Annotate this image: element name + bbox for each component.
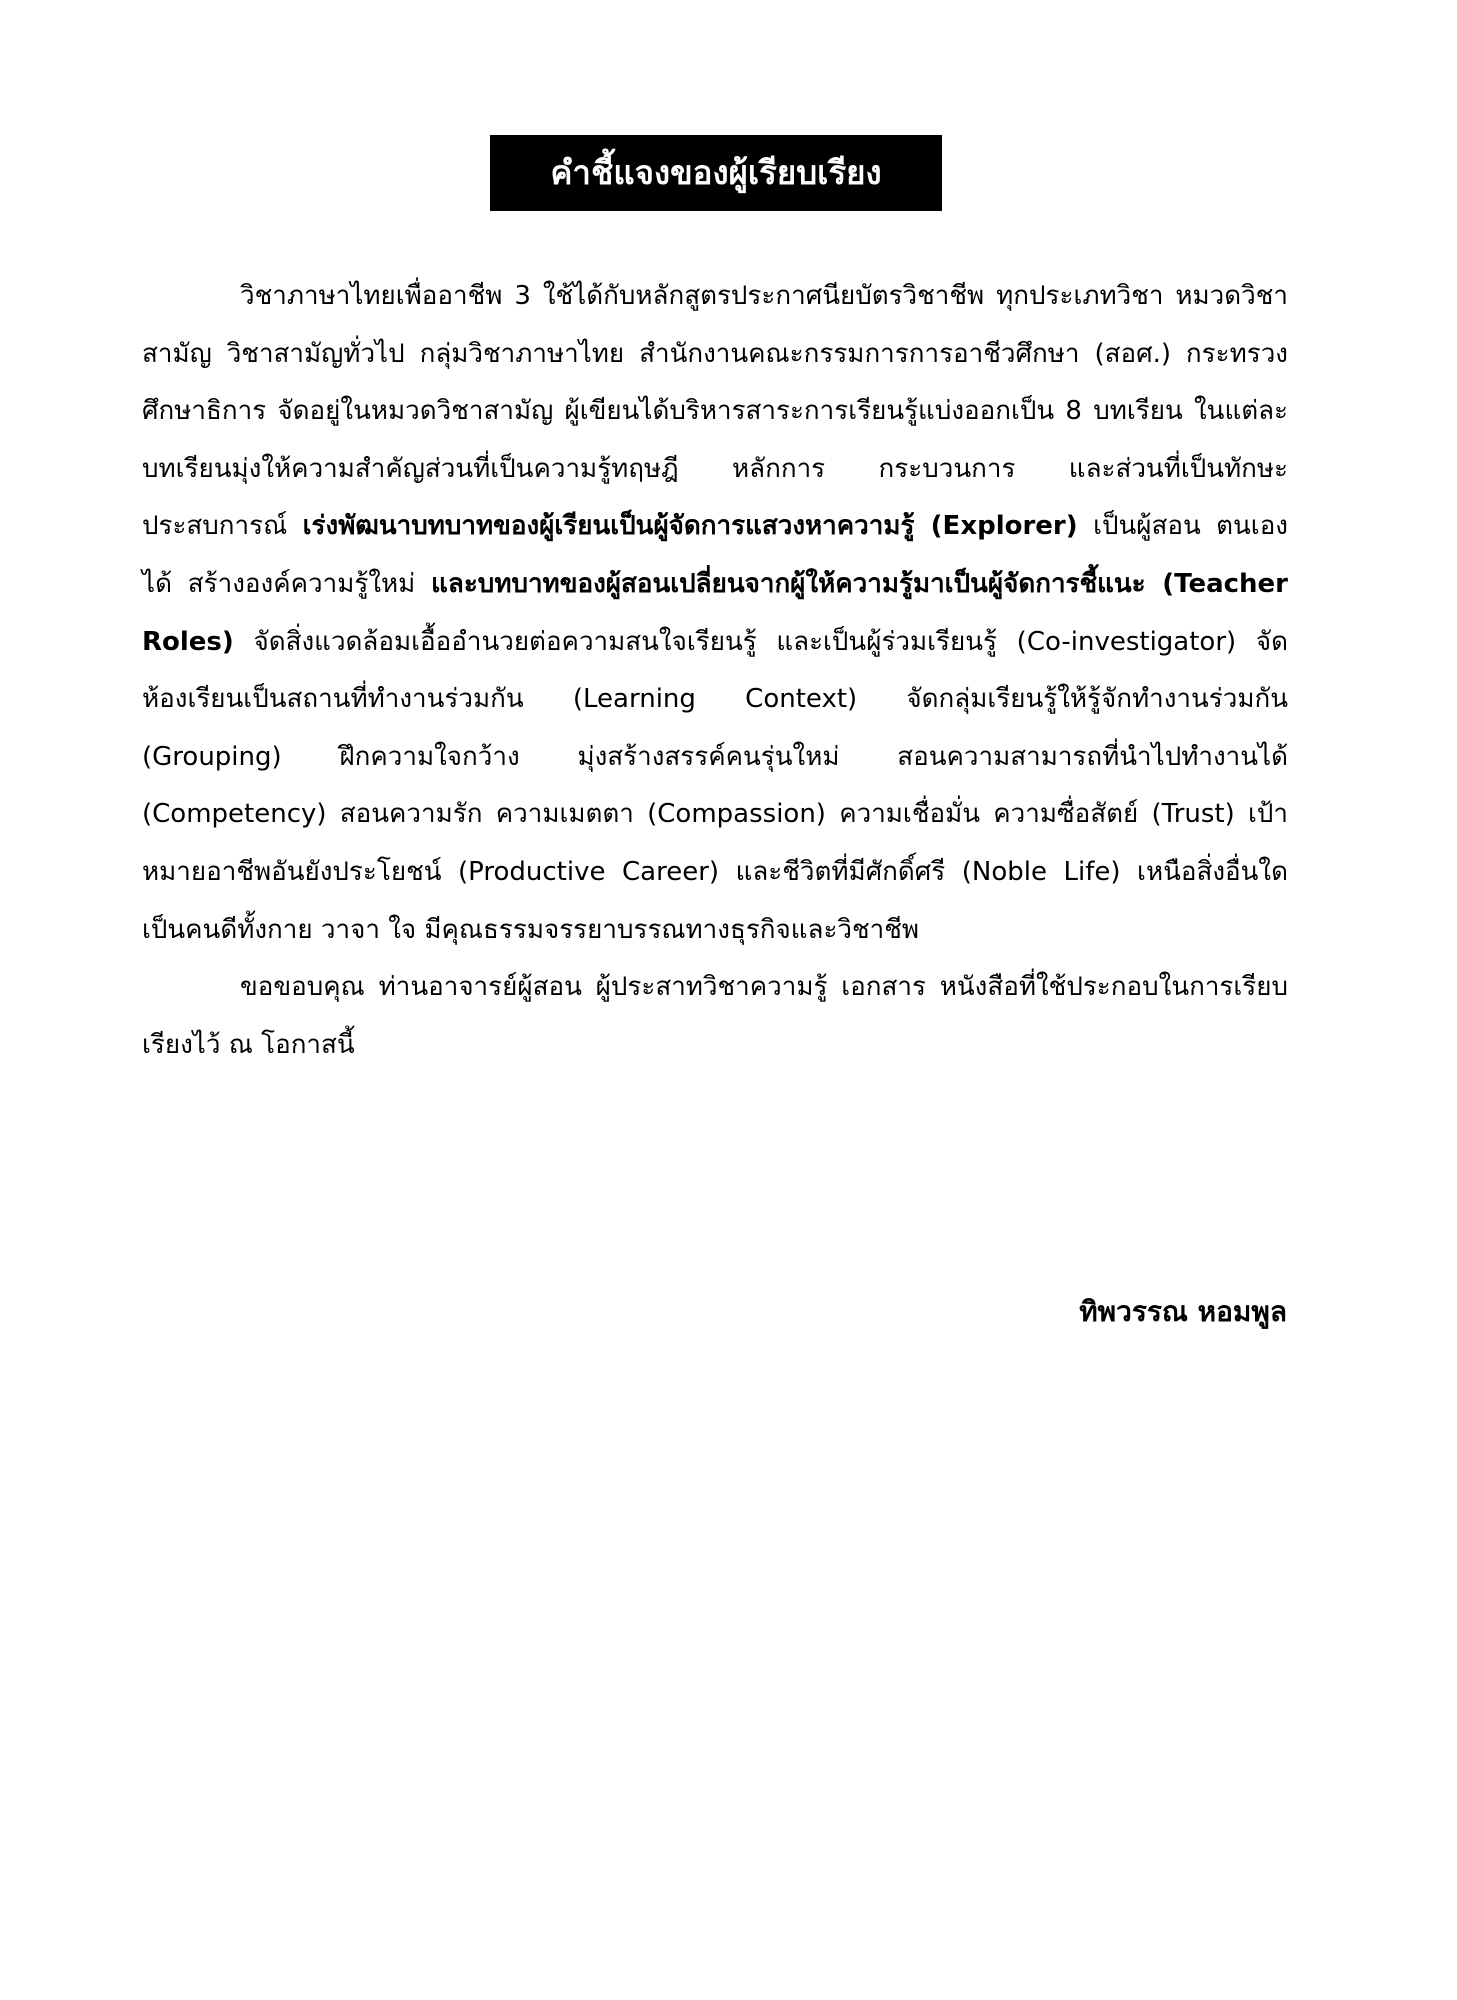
intro-bold-teacher-roles: และบทบาทของผู้สอนเปลี่ยนจากผู้ให้ความรู้มาเป็นผู้จัดการชี้แนะ (Teacher Roles) <box>142 568 1288 657</box>
intro-text-1: วิชาภาษาไทยเพื่ออาชีพ 3 ใช้ได้กับหลักสูตรประกาศนียบัตรวิชาชีพ ทุกประเภทวิชา หมวดวิชาสามัญ วิชาสามัญทั่วไป กลุ่มวิชาภาษาไทย สำนักงานคณะกรรมการการอาชีวศึกษา (สอศ.) กระทรวงศึกษาธิการ จัดอยู่ในหมวดวิชาสามัญ ผู้เขียนได้บริหารสาระการเรียนรู้แบ่งออกเป็น 8 บทเรียน ในแต่ละบทเรียนมุ่งให้ความสำคัญส่วนที่เป็นความรู้ทฤษฎี หลักการ กระบวนการ และส่วนที่เป็นทักษะประสบการณ์ <box>142 281 1288 542</box>
body-text <box>142 268 1288 1074</box>
intro-text-3: จัดสิ่งแวดล้อมเอื้ออำนวยต่อความสนใจเรียนรู้ และเป็นผู้ร่วมเรียนรู้ (Co-investigator) จัดห้องเรียนเป็นสถานที่ทำงานร่วมกัน (Learning Context) จัดกลุ่มเรียนรู้ให้รู้จักทำงานร่วมกัน (Grouping) ฝึกความใจกว้าง มุ่งสร้างสรรค์คนรุ่นใหม่ สอนความสามารถที่นำไปทำงานได้ (Competency) สอนความรัก ความเมตตา (Compassion) ความเชื่อมั่น ความซื่อสัตย์ (Trust) เป้าหมายอาชีพอันยังประโยชน์ (Productive Career) และชีวิตที่มีศักดิ์ศรี (Noble Life) เหนือสิ่งอื่นใด เป็นคนดีทั้งกาย วาจา ใจ มีคุณธรรมจรรยาบรรณทางธุรกิจและวิชาชีพ <box>142 626 1288 945</box>
page-title: คำชี้แจงของผู้เรียบเรียง <box>490 135 942 211</box>
intro-text-2: เป็นผู้สอน ตนเองได้ สร้างองค์ความรู้ใหม่ <box>142 511 1289 599</box>
intro-bold-explorer: เร่งพัฒนาบทบาทของผู้เรียนเป็นผู้จัดการแสวงหาความรู้ (Explorer) <box>302 511 1078 542</box>
author-signature: ทิพวรรณ หอมพูล <box>1079 1295 1287 1328</box>
intro-paragraph <box>142 268 1288 959</box>
thanks-paragraph: ขอขอบคุณ ท่านอาจารย์ผู้สอน ผู้ประสาทวิชาความรู้ เอกสาร หนังสือที่ใช้ประกอบในการเรียบเรียงไว้ ณ โอกาสนี้ <box>142 972 1288 1060</box>
